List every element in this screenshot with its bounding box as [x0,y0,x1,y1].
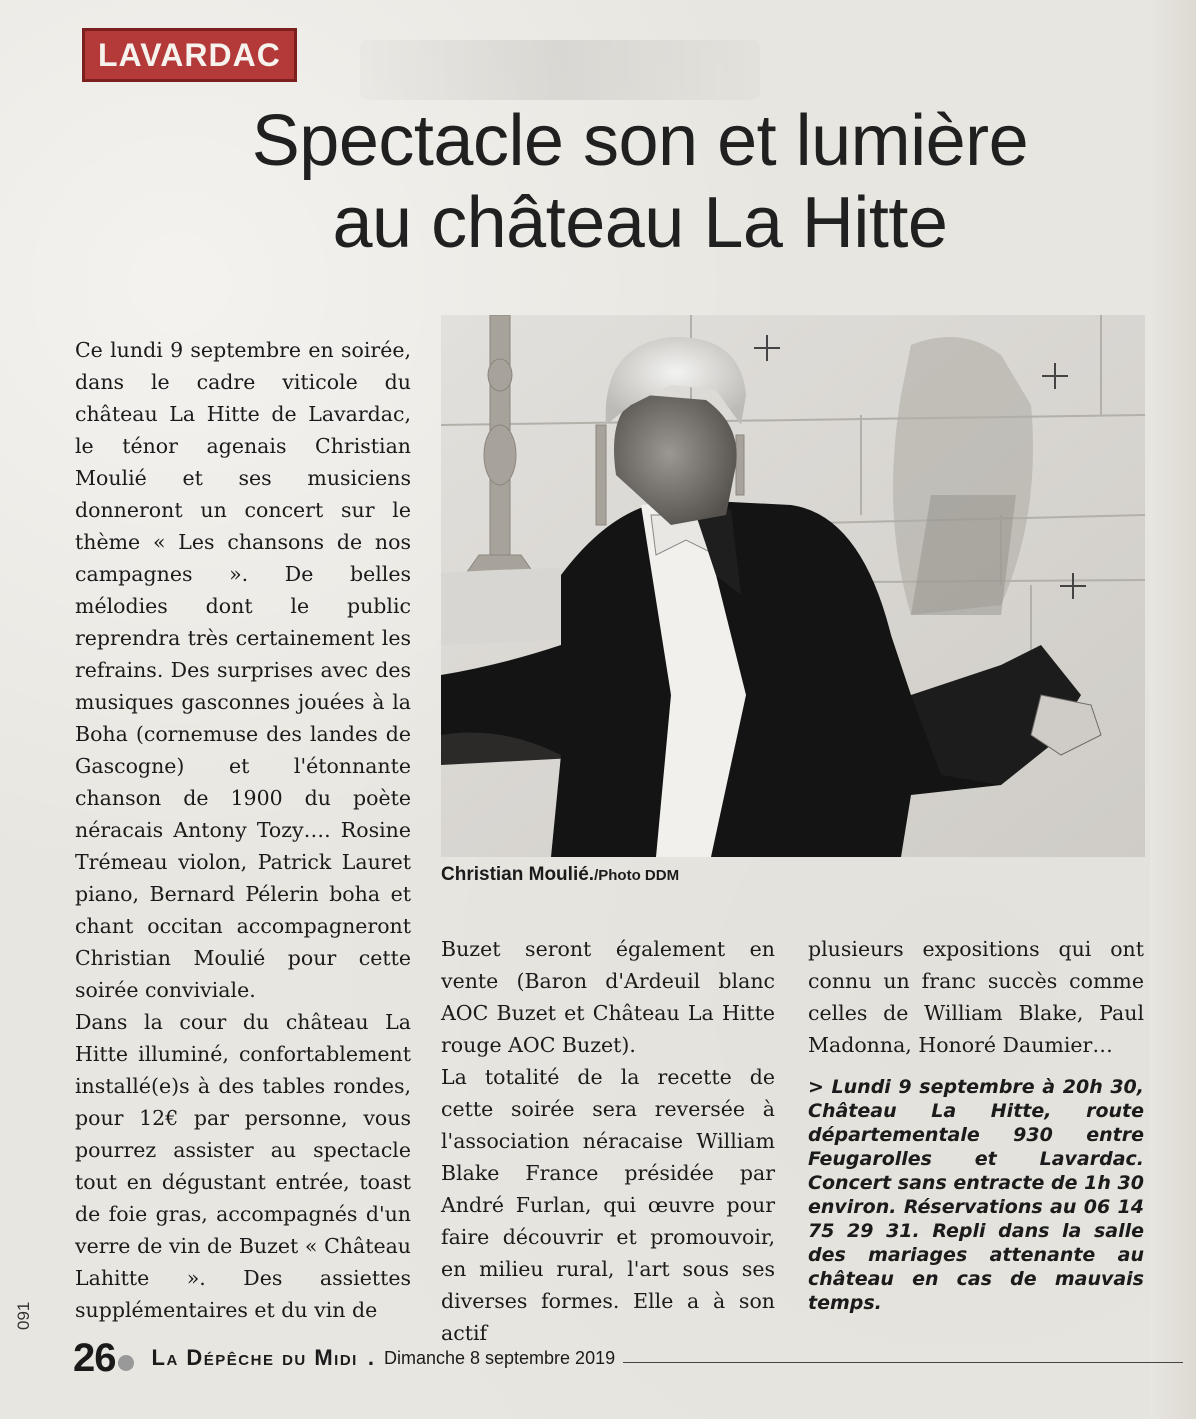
article-column-2 [441,933,775,1349]
column1-paragraph-1: Ce lundi 9 septembre en soirée, dans le cadre viticole du château La Hitte de Lavardac, le ténor agenais Christian Moulié et ses musiciens donneront un concert sur le thème « Les chansons de nos campagnes ». De belles mélodies dont le public reprendra très certainement les refrains. Des surprises avec des musiques gasconnes jouées à la Boha (cornemuse des landes de Gascogne) et l'étonnante chanson de 1900 du poète néracais Antony Tozy…. Rosine Trémeau violon, Patrick Lauret piano, Bernard Pélerin boha et chant occitan accompagneront Christian Moulié pour cette soirée conviviale. [75,338,411,1002]
caption-name: Christian Moulié. [441,864,595,885]
photo-caption [441,864,679,886]
photo-image [441,315,1145,857]
headline-line-1: Spectacle son et lumière [251,101,1029,181]
margin-code: 091 [14,1301,33,1330]
practical-info-box: > Lundi 9 septembre à 20h 30, Château La Hitte, route départementale 930 entre Feugarolles et Lavardac. Concert sans entracte de 1h 30 environ. Réservations au 06 14 75 29 31. Repli dans la salle des mariages attenante au château en cas de mauvais temps. [808,1076,1144,1314]
singer-photo [441,315,1145,857]
article-column-3 [808,933,1144,1315]
section-label-text: LAVARDAC [98,36,281,73]
footer-rule [623,1362,1183,1363]
newspaper-name: La Dépêche du Midi [151,1345,358,1370]
column1-paragraph-2: Dans la cour du château La Hitte illuminé, confortablement installé(e)s à des tables rondes, pour 12€ par personne, vous pourrez assister au spectacle tout en dégustant entrée, toast de foie gras, accompagnés d'un verre de vin de Buzet « Château Lahitte ». Des assiettes supplémentaires et du vin de [75,1010,411,1322]
page-number-dot-icon [118,1355,134,1371]
footer-separator: . [367,1345,374,1370]
section-label [82,28,297,82]
show-through-shadow [360,40,760,100]
column2-paragraph-2: La totalité de la recette de cette soirée sera reversée à l'association néracaise William Blake France présidée par André Furlan, qui œuvre pour faire découvrir et promouvoir, en milieu rural, l'art sous ses diverses formes. Elle a à son actif [441,1065,775,1345]
page-number: 26 [73,1335,116,1380]
caption-credit: /Photo DDM [594,867,680,884]
page-footer [73,1335,1183,1381]
article-column-1 [75,334,411,1326]
column3-paragraph-1: plusieurs expositions qui ont connu un franc succès comme celles de William Blake, Paul Madonna, Honoré Daumier… [808,937,1144,1057]
headline [110,100,1170,264]
issue-date: Dimanche 8 septembre 2019 [383,1347,616,1368]
headline-line-2: au château La Hitte [332,183,948,263]
column2-paragraph-1: Buzet seront également en vente (Baron d'Ardeuil blanc AOC Buzet et Château La Hitte rouge AOC Buzet). [441,937,775,1057]
